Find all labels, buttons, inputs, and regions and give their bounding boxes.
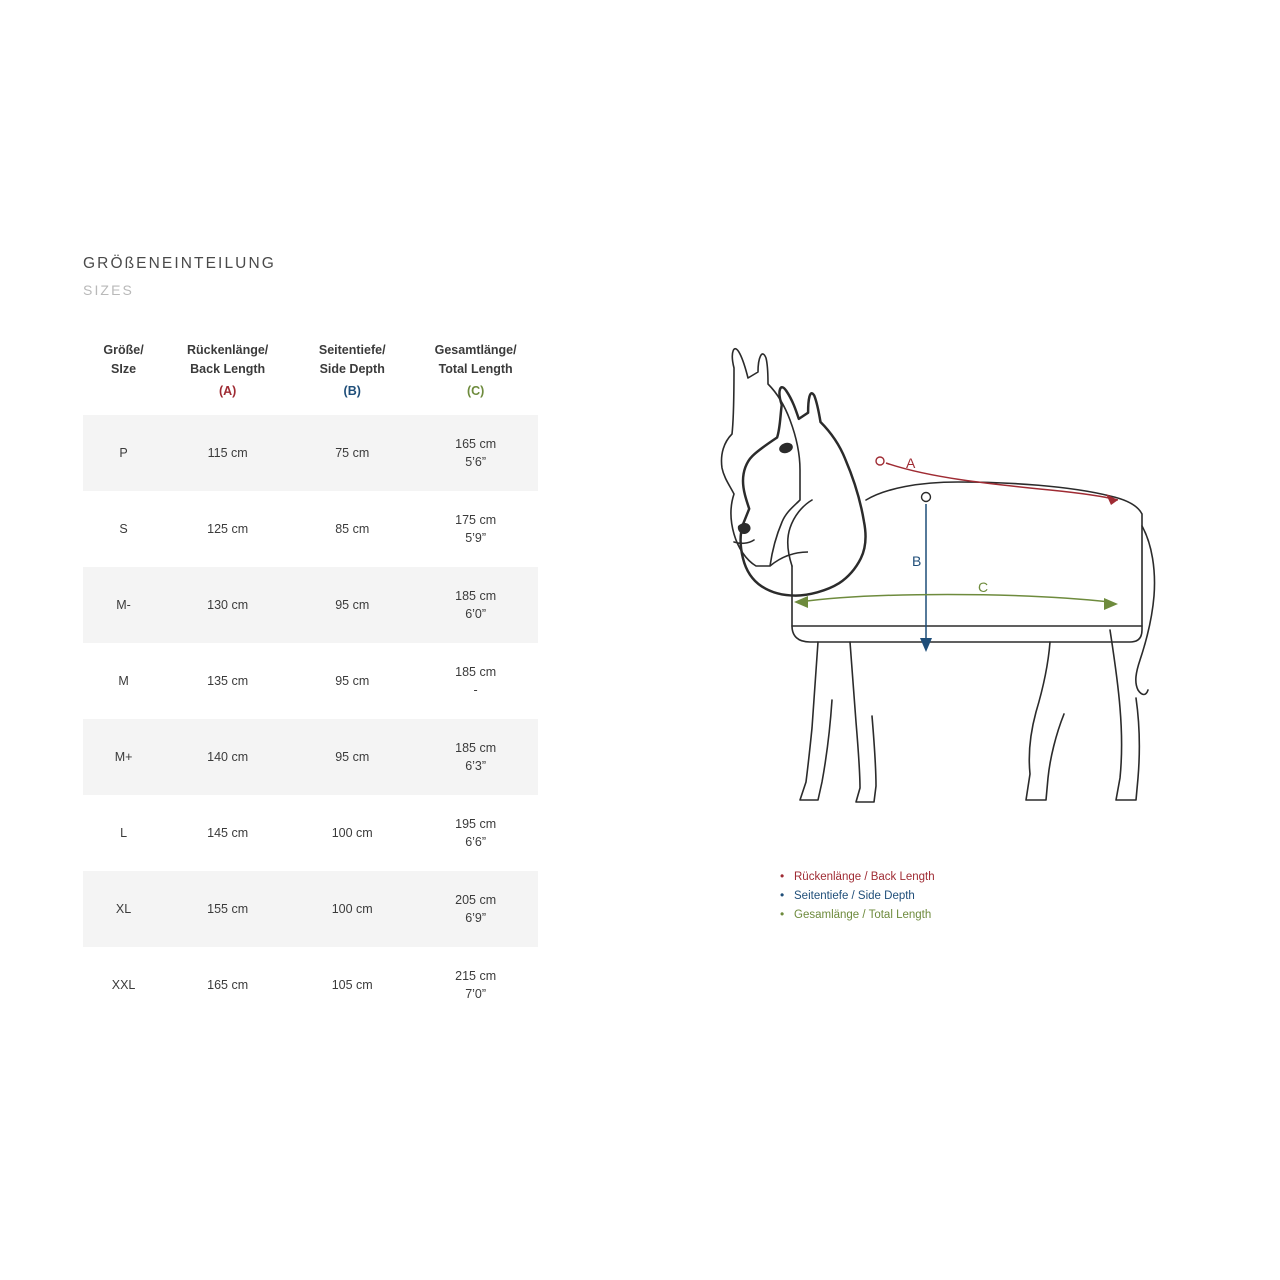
legend-item-label: Rückenlänge / Back Length [794,871,935,883]
column-header-size [83,333,164,415]
horse-diagram-svg [690,330,1210,830]
cell-total-length [413,871,538,947]
cell-total-length [413,795,538,871]
column-header-total-line2: Total Length [438,362,513,377]
cell-total-ft: 5’9” [465,531,487,546]
chest-line [788,500,812,566]
cell-side-depth: 75 cm [291,415,413,491]
cell-side-depth: 85 cm [335,522,370,537]
column-header-side-depth [291,333,413,415]
blanket-outline [792,482,1142,642]
horse-diagram [690,330,1210,830]
column-header-side-line2: Side Depth [319,362,385,377]
table-row [83,795,538,871]
table-header [83,333,538,415]
front-leg-near [800,642,832,800]
column-header-back-line2: Back Length [190,362,266,377]
cell-total-ft: 5’6” [465,455,487,470]
page-title: GRÖßENEINTEILUNG [83,255,276,272]
cell-size: M- [83,567,164,643]
measure-b-arrowhead [920,638,932,652]
cell-back-length: 145 cm [207,826,249,841]
legend-bullet-icon: • [780,907,785,921]
table-row [83,415,538,491]
cell-size: M+ [83,719,164,795]
cell-side-depth: 105 cm [331,978,373,993]
table-row [83,643,538,719]
cell-total-ft: 7’0” [465,987,487,1002]
column-header-total-line1: Gesamtlänge/ [434,343,517,357]
table-header-row [83,333,538,415]
cell-total-ft: 6’3” [465,759,487,774]
horse-head-neck [741,387,866,595]
cell-side-depth: 100 cm [331,826,373,841]
column-header-back-length [164,333,291,415]
legend-item-back-length [780,870,935,883]
measure-b-start-dot [922,493,931,502]
measure-b-label: B [912,553,922,569]
cell-total-ft: 6’9” [465,911,487,926]
table-row [83,491,538,567]
cell-back-length: 115 cm [164,415,291,491]
table-body [83,415,538,1023]
measure-c-arrowhead-left [794,596,808,608]
cell-size: L [120,826,128,841]
front-leg-far [850,642,876,802]
cell-back-length: 125 cm [207,522,249,537]
table-row [83,567,538,643]
cell-back-length: 155 cm [164,871,291,947]
cell-size: XXL [111,978,136,993]
measure-c-label: C [978,579,989,595]
cell-size: M [118,674,129,689]
legend [780,870,935,927]
cell-back-length: 130 cm [164,567,291,643]
page-subtitle: SIZES [83,282,134,298]
measure-a-label: A [906,455,916,471]
cell-total-length [413,491,538,567]
cell-side-depth: 95 cm [335,674,370,689]
table-row [83,719,538,795]
hind-leg-near [1026,642,1064,800]
column-header-size-line2: SIze [111,362,137,377]
cell-total-length [413,947,538,1023]
table-row [83,947,538,1023]
cell-total-length [413,567,538,643]
column-header-side-line1: Seitentiefe/ [318,343,386,357]
measure-a-line [886,463,1118,500]
measure-c-arrowhead-right [1104,598,1118,610]
table-row [83,871,538,947]
column-header-side-letter: (B) [343,383,361,398]
column-header-size-line1: Größe/ [103,343,144,357]
column-header-back-letter: (A) [218,383,237,398]
cell-size: P [83,415,164,491]
cell-total-cm: 185 cm [455,741,497,755]
cell-total-cm: 185 cm [455,665,497,679]
horse-body-and-blanket [788,482,1155,802]
legend-item-label: Gesamlänge / Total Length [794,909,932,921]
cell-size: S [119,522,128,537]
cell-total-length [413,719,538,795]
cell-total-cm: 205 cm [455,893,497,907]
measure-b-group [912,493,932,653]
measure-a-group [876,455,1118,505]
cell-total-ft: 6’6” [465,835,487,850]
cell-total-length [413,643,538,719]
legend-bullet-icon: • [780,888,785,902]
tail [1136,526,1155,695]
cell-total-cm: 185 cm [455,589,497,603]
nostril [738,523,751,534]
eye [778,441,794,455]
cell-total-ft: 6’0” [465,607,487,622]
measure-c-group [794,579,1118,610]
size-table [83,333,538,1023]
cell-back-length: 135 cm [207,674,249,689]
column-header-back-line1: Rückenlänge/ [187,343,269,357]
measure-c-line [800,595,1110,603]
column-header-total-length [413,333,538,415]
cell-total-cm: 195 cm [455,817,497,831]
cell-back-length: 140 cm [164,719,291,795]
column-header-total-letter: (C) [466,383,485,398]
cell-back-length: 165 cm [207,978,249,993]
horse-outline [741,387,866,595]
cell-total-ft: - [473,683,478,698]
legend-item-side-depth [780,889,935,902]
cell-size: XL [83,871,164,947]
legend-item-label: Seitentiefe / Side Depth [794,890,915,902]
legend-item-total-length [780,908,935,921]
cell-total-cm: 215 cm [455,969,497,983]
measure-a-start-dot [876,457,884,465]
cell-side-depth: 100 cm [291,871,413,947]
cell-total-length [413,415,538,491]
legend-bullet-icon: • [780,869,785,883]
cell-total-cm: 165 cm [455,437,497,451]
hind-leg-far [1110,630,1139,800]
cell-total-cm: 175 cm [455,513,497,527]
page-title-block [83,255,276,298]
cell-side-depth: 95 cm [291,567,413,643]
cell-side-depth: 95 cm [291,719,413,795]
